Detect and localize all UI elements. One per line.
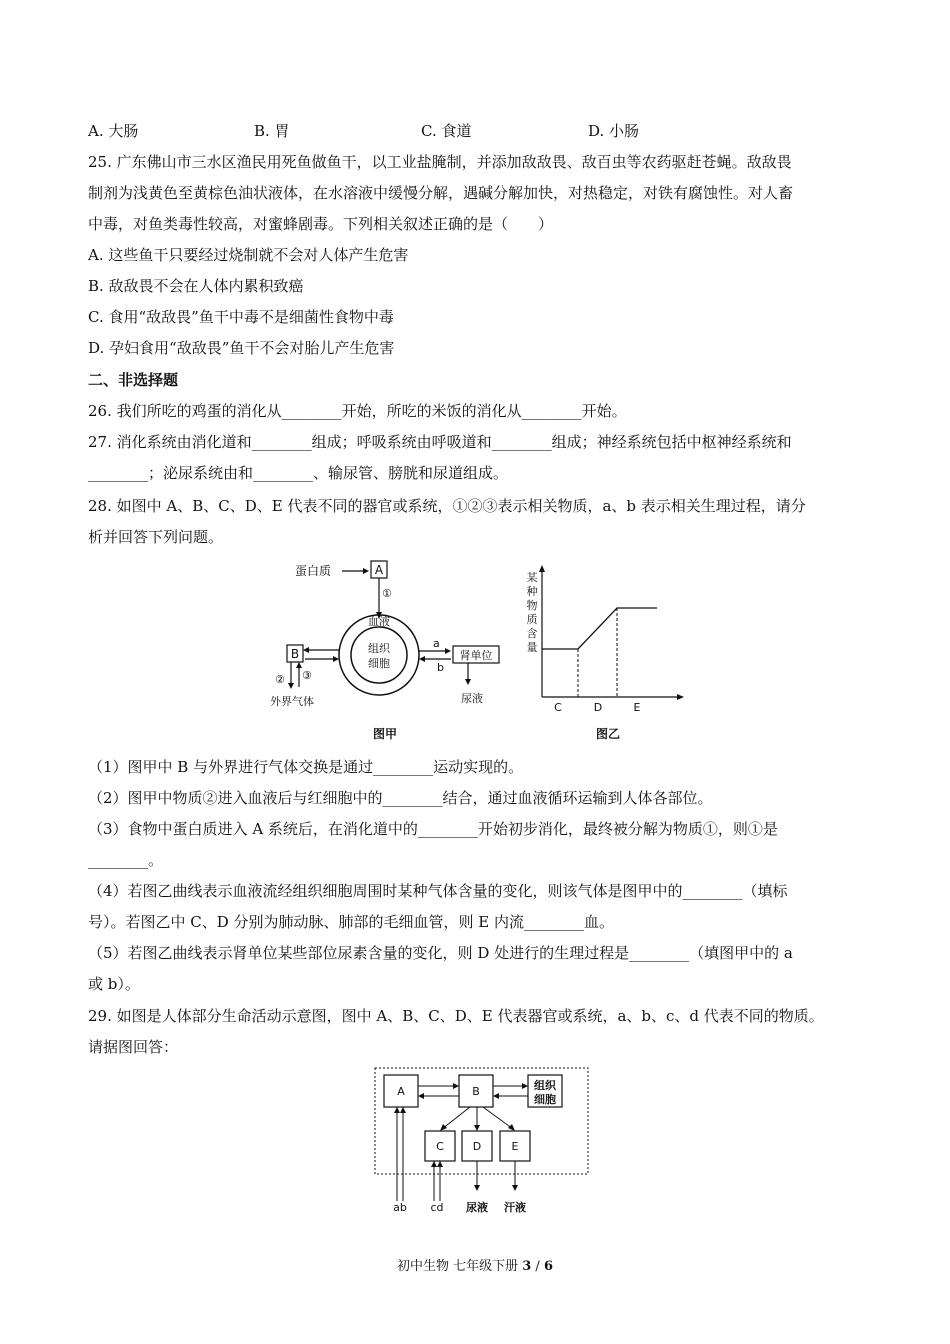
q24-option-a: A. 大肠 (88, 122, 139, 140)
q28-sub-3: （3）食物中蛋白质进入 A 系统后，在消化道中的________开始初步消化，最终被分解为物质①，则①是 (88, 820, 778, 838)
figure-q29 (370, 1063, 595, 1218)
total-pages: 6 (543, 1259, 553, 1274)
label-urine: 尿液 (466, 1201, 488, 1214)
q24-option-c: C. 食道 (421, 122, 472, 140)
q27-line: ________；泌尿系统由和________、输尿管、膀胱和尿道组成。 (88, 464, 509, 482)
page-separator: / (531, 1259, 544, 1274)
urine-label: 尿液 (461, 692, 483, 705)
y-axis-label-char: 质 (526, 613, 538, 626)
figure-yi-caption: 图乙 (595, 727, 621, 741)
page-number: 3 (522, 1259, 532, 1274)
page-footer (0, 1255, 950, 1274)
tissue-cell-label: 细胞 (534, 1093, 556, 1106)
y-axis-label-char: 种 (526, 585, 538, 598)
process-a-label: a (433, 637, 440, 650)
organ-a-label: A (374, 563, 384, 577)
label-cd: cd (430, 1201, 444, 1214)
curve (542, 608, 657, 649)
tissue-cell-label: 组织 (368, 642, 390, 655)
blood-label: 血液 (368, 615, 390, 628)
label-sweat: 汗液 (504, 1201, 526, 1214)
blood-ring-inner (351, 627, 407, 683)
process-b-label: b (437, 661, 444, 674)
footer-text: 初中生物 七年级下册 (396, 1259, 523, 1274)
label-ab: ab (393, 1201, 407, 1214)
y-axis-label-char: 某 (526, 571, 538, 584)
substance-2-label: ② (275, 673, 285, 686)
box-e-label: E (511, 1140, 519, 1153)
box-d-label: D (472, 1140, 482, 1153)
box-a-label: A (397, 1085, 405, 1098)
q25-option-b: B. 敌敌畏不会在人体内累积致癌 (88, 277, 304, 295)
x-tick-c: C (554, 701, 562, 714)
y-axis-label-char: 物 (526, 599, 538, 612)
tissue-cell-label: 组织 (534, 1079, 556, 1092)
substance-3-label: ③ (302, 669, 312, 682)
q28-stem-line: 析并回答下列问题。 (88, 528, 224, 546)
q24-option-d: D. 小肠 (588, 122, 640, 140)
figure-jia (265, 555, 515, 745)
y-axis-label-char: 含 (526, 627, 538, 640)
q28-sub-1: （1）图甲中 B 与外界进行气体交换是通过________运动实现的。 (88, 758, 524, 776)
substance-1-label: ① (382, 587, 392, 600)
q25-option-d: D. 孕妇食用“敌敌畏”鱼干不会对胎儿产生危害 (88, 339, 395, 357)
box-b-label: B (472, 1085, 480, 1098)
x-tick-e: E (633, 701, 641, 714)
q24-option-b: B. 胃 (254, 122, 290, 140)
figure-jia-caption: 图甲 (372, 727, 398, 741)
figure-yi (520, 555, 700, 745)
kidney-unit-label: 肾单位 (459, 649, 493, 662)
q27-line: 27. 消化系统由消化道和________组成；呼吸系统由呼吸道和________组成；神经系统包括中枢神经系统和 (88, 433, 792, 451)
q28-sub-3-cont: ________。 (88, 851, 164, 869)
q24-options (88, 120, 868, 140)
x-tick-d: D (593, 701, 603, 714)
organ-b-label: B (290, 647, 300, 661)
q28-sub-5: （5）若图乙曲线表示肾单位某些部位尿素含量的变化，则 D 处进行的生理过程是________（填图甲中的 a (88, 944, 793, 962)
q28-stem-line: 28. 如图中 A、B、C、D、E 代表不同的器官或系统，①②③表示相关物质，a、b 表示相关生理过程，请分 (88, 497, 806, 515)
outside-gas-label: 外界气体 (270, 695, 314, 708)
q25-stem-line: 中毒，对鱼类毒性较高，对蜜蜂剧毒。下列相关叙述正确的是（ ） (88, 215, 554, 233)
q29-stem-line: 29. 如图是人体部分生命活动示意图，图中 A、B、C、D、E 代表器官或系统，a、b、c、d 代表不同的物质。 (88, 1007, 824, 1025)
q25-option-c: C. 食用“敌敌畏”鱼干中毒不是细菌性食物中毒 (88, 308, 394, 326)
q28-sub-2: （2）图甲中物质②进入血液后与红细胞中的________结合，通过血液循环运输到人体各部位。 (88, 789, 713, 807)
dashed-boundary (375, 1068, 588, 1174)
q25-stem-line: 制剂为浅黄色至黄棕色油状液体，在水溶液中缓慢分解，遇碱分解加快，对热稳定，对铁有腐蚀性。对人畜 (88, 184, 794, 202)
protein-label: 蛋白质 (295, 564, 332, 578)
q25-option-a: A. 这些鱼干只要经过烧制就不会对人体产生危害 (88, 246, 409, 264)
tissue-cell-label: 细胞 (368, 657, 390, 670)
y-axis-label-char: 量 (526, 641, 538, 654)
q25-stem-line: 25. 广东佛山市三水区渔民用死鱼做鱼干，以工业盐腌制，并添加敌敌畏、敌百虫等农药驱赶苍蝇。敌敌畏 (88, 153, 792, 171)
q29-stem-line: 请据图回答： (88, 1038, 179, 1056)
q28-sub-5-cont: 或 b）。 (88, 975, 140, 993)
q26: 26. 我们所吃的鸡蛋的消化从________开始，所吃的米饭的消化从________开始。 (88, 402, 627, 420)
q28-sub-4: （4）若图乙曲线表示血液流经组织细胞周围时某种气体含量的变化，则该气体是图甲中的________（填标 (88, 882, 788, 900)
box-c-label: C (436, 1140, 444, 1153)
q28-sub-4-cont: 号）。若图乙中 C、D 分别为肺动脉、肺部的毛细血管，则 E 内流________血。 (88, 913, 615, 931)
section-title: 二、非选择题 (88, 371, 179, 389)
